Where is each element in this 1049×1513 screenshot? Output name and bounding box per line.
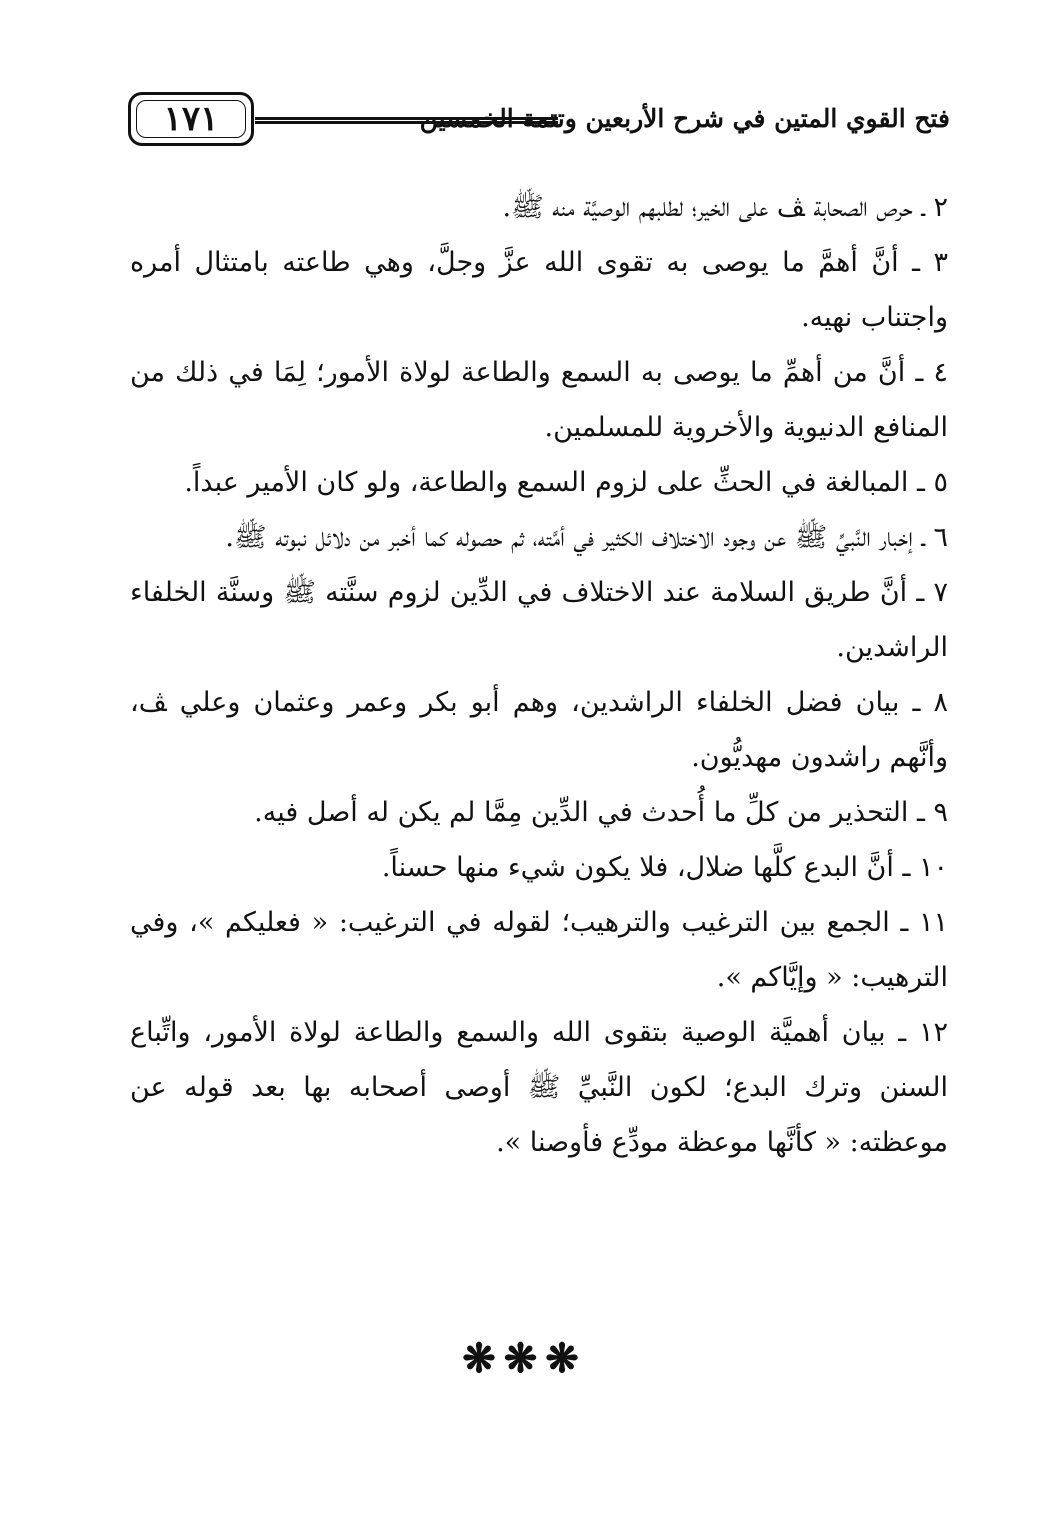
item-number: ٩ ـ <box>916 797 948 828</box>
list-item <box>130 785 948 840</box>
item-text: بيان أهميَّة الوصية بتقوى الله والسمع والطاعة لولاة الأمور، واتِّباع السنن وترك البدع؛ لكون النَّبيِّ ﷺ أوصى أصحابه بها بعد قوله عن موعظته: « كأنَّها موعظة مودِّع فأوصنا ». <box>130 1017 948 1158</box>
list-item <box>130 565 948 675</box>
book-title: فتح القوي المتين في شرح الأربعين وتتمة الخمسين <box>419 104 950 133</box>
item-text: أنَّ طريق السلامة عند الاختلاف في الدِّين لزوم سنَّته ﷺ وسنَّة الخلفاء الراشدين. <box>130 577 948 663</box>
item-number: ٧ ـ <box>916 577 949 608</box>
list-item <box>130 675 948 785</box>
item-text: التحذير من كلِّ ما أُحدث في الدِّين مِمَّا لم يكن له أصل فيه. <box>254 797 909 828</box>
page-number-frame <box>128 92 254 146</box>
list-item <box>130 455 948 510</box>
item-number: ١٢ ـ <box>898 1017 948 1048</box>
item-text: الجمع بين الترغيب والترهيب؛ لقوله في الترغيب: « فعليكم »، وفي الترهيب: « وإيَّاكم ». <box>130 907 948 993</box>
list-item <box>130 345 948 455</box>
item-text: أنَّ من أهمِّ ما يوصى به السمع والطاعة لولاة الأمور؛ لِمَا في ذلك من المنافع الدنيوية والأخروية للمسلمين. <box>130 357 948 443</box>
item-text: بيان فضل الخلفاء الراشدين، وهم أبو بكر وعمر وعثمان وعلي ﭫ، وأنَّهم راشدون مهديُّون. <box>130 687 948 773</box>
item-text: حرص الصحابة ﭫ على الخير؛ لطلبهم الوصيَّة منه ﷺ. <box>502 192 913 223</box>
benefits-list <box>130 180 948 1170</box>
item-number: ١٠ ـ <box>902 852 948 883</box>
page-header <box>120 92 950 152</box>
item-number: ٥ ـ <box>916 467 948 498</box>
item-number: ٦ ـ <box>921 522 948 553</box>
item-text: المبالغة في الحثِّ على لزوم السمع والطاعة، ولو كان الأمير عبداً. <box>184 467 909 498</box>
header-rule <box>255 117 558 124</box>
list-item <box>130 1005 948 1170</box>
list-item <box>130 180 948 235</box>
list-item <box>130 895 948 1005</box>
page-number: ١٧١ <box>163 99 219 139</box>
item-text: إخبار النَّبيِّ ﷺ عن وجود الاختلاف الكثير في أمَّته، ثم حصوله كما أخبر من دلائل نبوته ﷺ. <box>225 522 913 553</box>
item-text: أنَّ البدع كلَّها ضلال، فلا يكون شيء منها حسناً. <box>381 852 894 883</box>
item-number: ٣ ـ <box>912 247 948 278</box>
list-item <box>130 235 948 345</box>
list-item <box>130 840 948 895</box>
list-item <box>130 510 948 565</box>
item-number: ٢ ـ <box>921 192 948 223</box>
item-number: ٨ ـ <box>912 687 948 718</box>
section-separator: ❋❋❋ <box>462 1335 587 1382</box>
item-text: أنَّ أهمَّ ما يوصى به تقوى الله عزَّ وجلَّ، وهي طاعته بامتثال أمره واجتناب نهيه. <box>130 247 948 333</box>
item-number: ١١ ـ <box>900 907 948 938</box>
item-number: ٤ ـ <box>915 357 948 388</box>
